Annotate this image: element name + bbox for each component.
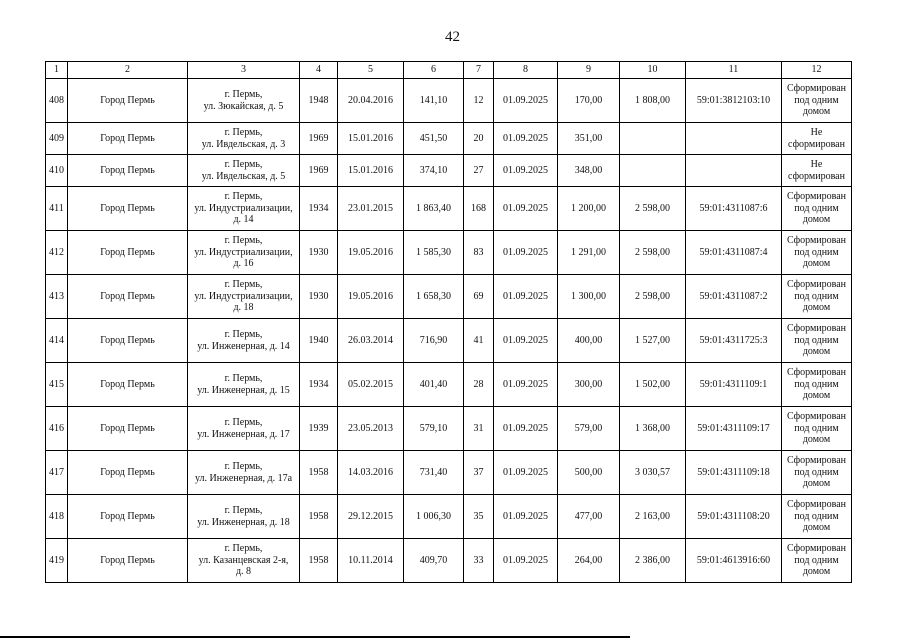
cell-address xyxy=(188,187,300,231)
table-row xyxy=(46,275,852,319)
cell-date: 26.03.2014 xyxy=(338,319,404,363)
cell-line: под одним xyxy=(794,94,839,106)
cell-address xyxy=(188,275,300,319)
cell-year: 1958 xyxy=(300,451,338,495)
column-header: 3 xyxy=(188,62,300,79)
cell-line: под одним xyxy=(794,290,839,302)
cell-year: 1939 xyxy=(300,407,338,451)
column-header: 1 xyxy=(46,62,68,79)
cell-date: 29.12.2015 xyxy=(338,495,404,539)
cell-line: ул. Инженерная, д. 15 xyxy=(197,384,290,396)
table-row xyxy=(46,451,852,495)
cell-line: домом xyxy=(802,434,831,446)
cell-status xyxy=(782,451,852,495)
table-row xyxy=(46,187,852,231)
cell-municipality: Город Пермь xyxy=(68,407,188,451)
cell-deadline: 01.09.2025 xyxy=(494,231,558,275)
cell-line: домом xyxy=(802,106,831,118)
cell-address xyxy=(188,495,300,539)
cell-num: 413 xyxy=(46,275,68,319)
cell-line: под одним xyxy=(794,510,839,522)
column-header: 12 xyxy=(782,62,852,79)
cell-area: 401,40 xyxy=(404,363,464,407)
cell-cadastral: 59:01:4311109:18 xyxy=(686,451,782,495)
cell-year: 1969 xyxy=(300,123,338,155)
cell-date: 15.01.2016 xyxy=(338,123,404,155)
cell-line: домом xyxy=(802,478,831,490)
cell-status xyxy=(782,79,852,123)
cell-municipality: Город Пермь xyxy=(68,539,188,583)
cell-line: ул. Индустриализации, xyxy=(194,202,293,214)
cell-address xyxy=(188,363,300,407)
cell-area: 1 658,30 xyxy=(404,275,464,319)
cell-cadastral: 59:01:4311087:2 xyxy=(686,275,782,319)
cell-line: Сформирован xyxy=(786,83,847,95)
cell-num: 410 xyxy=(46,155,68,187)
cell-line: Сформирован xyxy=(786,279,847,291)
cell-value10: 2 598,00 xyxy=(620,231,686,275)
cell-line: ул. Инженерная, д. 17 xyxy=(197,428,290,440)
cell-line: г. Пермь, xyxy=(224,89,263,100)
cell-area: 1 585,30 xyxy=(404,231,464,275)
cell-line: д. 8 xyxy=(235,566,252,578)
cell-value9: 1 300,00 xyxy=(558,275,620,319)
cell-status xyxy=(782,407,852,451)
cell-line: Сформирован xyxy=(786,323,847,335)
cell-year: 1940 xyxy=(300,319,338,363)
cell-line: г. Пермь, xyxy=(224,235,263,247)
cell-num: 414 xyxy=(46,319,68,363)
cell-year: 1934 xyxy=(300,187,338,231)
table-body xyxy=(46,79,852,583)
cell-num: 419 xyxy=(46,539,68,583)
cell-area: 141,10 xyxy=(404,79,464,123)
cell-line: домом xyxy=(802,522,831,534)
cell-date: 23.05.2013 xyxy=(338,407,404,451)
cell-line: ул. Ивдельская, д. 3 xyxy=(201,138,286,150)
cell-deadline: 01.09.2025 xyxy=(494,363,558,407)
cell-residents: 31 xyxy=(464,407,494,451)
cell-line: под одним xyxy=(794,422,839,434)
cell-cadastral: 59:01:3812103:10 xyxy=(686,79,782,123)
cell-line: Сформирован xyxy=(786,191,847,203)
cell-status xyxy=(782,231,852,275)
cell-line: Не xyxy=(810,127,823,138)
cell-line: сформирован xyxy=(788,170,845,182)
cell-address xyxy=(188,123,300,155)
cell-line: ул. Инженерная, д. 14 xyxy=(197,340,290,352)
cell-line: Сформирован xyxy=(786,367,847,379)
header-row xyxy=(46,62,852,79)
table-row xyxy=(46,539,852,583)
cell-area: 1 006,30 xyxy=(404,495,464,539)
cell-address xyxy=(188,231,300,275)
cell-line: Сформирован xyxy=(786,499,847,511)
cell-year: 1958 xyxy=(300,495,338,539)
table-row xyxy=(46,319,852,363)
cell-num: 417 xyxy=(46,451,68,495)
cell-value10: 2 598,00 xyxy=(620,275,686,319)
cell-line: Сформирован xyxy=(786,455,847,467)
cell-date: 19.05.2016 xyxy=(338,231,404,275)
cell-cadastral: 59:01:4311109:1 xyxy=(686,363,782,407)
cell-value9: 264,00 xyxy=(558,539,620,583)
cell-area: 409,70 xyxy=(404,539,464,583)
cell-line: ул. Инженерная, д. 18 xyxy=(197,516,290,528)
cell-line: д. 18 xyxy=(233,302,254,314)
table-row xyxy=(46,495,852,539)
cell-municipality: Город Пермь xyxy=(68,187,188,231)
cell-municipality: Город Пермь xyxy=(68,231,188,275)
cell-address xyxy=(188,451,300,495)
cell-cadastral: 59:01:4311087:6 xyxy=(686,187,782,231)
cell-date: 15.01.2016 xyxy=(338,155,404,187)
cell-value9: 348,00 xyxy=(558,155,620,187)
cell-residents: 168 xyxy=(464,187,494,231)
cell-cadastral: 59:01:4311108:20 xyxy=(686,495,782,539)
column-header: 2 xyxy=(68,62,188,79)
cell-address xyxy=(188,407,300,451)
cell-line: д. 16 xyxy=(233,258,254,270)
cell-line: ул. Индустриализации, xyxy=(194,246,293,258)
cell-municipality: Город Пермь xyxy=(68,155,188,187)
cell-line: ул. Индустриализации, xyxy=(194,290,293,302)
cell-line: под одним xyxy=(794,202,839,214)
cell-value9: 170,00 xyxy=(558,79,620,123)
cell-year: 1958 xyxy=(300,539,338,583)
cell-residents: 20 xyxy=(464,123,494,155)
cell-date: 10.11.2014 xyxy=(338,539,404,583)
cell-value9: 351,00 xyxy=(558,123,620,155)
cell-line: г. Пермь, xyxy=(224,373,263,384)
cell-deadline: 01.09.2025 xyxy=(494,319,558,363)
column-header: 4 xyxy=(300,62,338,79)
cell-residents: 41 xyxy=(464,319,494,363)
cell-deadline: 01.09.2025 xyxy=(494,407,558,451)
cell-year: 1934 xyxy=(300,363,338,407)
cell-residents: 12 xyxy=(464,79,494,123)
cell-value10: 1 502,00 xyxy=(620,363,686,407)
table-row xyxy=(46,407,852,451)
register-table xyxy=(45,61,852,583)
cell-line: д. 14 xyxy=(233,214,254,226)
cell-value10: 1 808,00 xyxy=(620,79,686,123)
cell-municipality: Город Пермь xyxy=(68,275,188,319)
cell-line: под одним xyxy=(794,334,839,346)
cell-line: г. Пермь, xyxy=(224,461,263,472)
cell-value9: 1 291,00 xyxy=(558,231,620,275)
table-row xyxy=(46,79,852,123)
cell-line: Сформирован xyxy=(786,235,847,247)
cell-value10: 2 598,00 xyxy=(620,187,686,231)
cell-municipality: Город Пермь xyxy=(68,319,188,363)
cell-deadline: 01.09.2025 xyxy=(494,451,558,495)
cell-deadline: 01.09.2025 xyxy=(494,495,558,539)
cell-cadastral: 59:01:4311087:4 xyxy=(686,231,782,275)
cell-num: 409 xyxy=(46,123,68,155)
cell-value9: 300,00 xyxy=(558,363,620,407)
cell-year: 1969 xyxy=(300,155,338,187)
cell-status xyxy=(782,495,852,539)
cell-line: г. Пермь, xyxy=(224,191,263,203)
cell-line: г. Пермь, xyxy=(224,543,263,555)
cell-line: ул. Ивдельская, д. 5 xyxy=(201,170,286,182)
cell-cadastral xyxy=(686,123,782,155)
cell-value9: 1 200,00 xyxy=(558,187,620,231)
cell-num: 412 xyxy=(46,231,68,275)
cell-deadline: 01.09.2025 xyxy=(494,187,558,231)
cell-line: под одним xyxy=(794,246,839,258)
cell-line: ул. Казанцевская 2-я, xyxy=(198,554,289,566)
cell-line: г. Пермь, xyxy=(224,279,263,291)
cell-num: 408 xyxy=(46,79,68,123)
cell-line: г. Пермь, xyxy=(224,127,263,138)
cell-residents: 35 xyxy=(464,495,494,539)
cell-area: 716,90 xyxy=(404,319,464,363)
cell-date: 20.04.2016 xyxy=(338,79,404,123)
table-row xyxy=(46,123,852,155)
cell-residents: 28 xyxy=(464,363,494,407)
cell-line: сформирован xyxy=(788,138,845,150)
table-row xyxy=(46,155,852,187)
cell-address xyxy=(188,155,300,187)
cell-date: 23.01.2015 xyxy=(338,187,404,231)
cell-line: г. Пермь, xyxy=(224,505,263,516)
cell-value9: 500,00 xyxy=(558,451,620,495)
cell-num: 411 xyxy=(46,187,68,231)
bottom-divider xyxy=(0,636,630,638)
cell-line: под одним xyxy=(794,466,839,478)
column-header: 5 xyxy=(338,62,404,79)
cell-address xyxy=(188,539,300,583)
cell-year: 1930 xyxy=(300,231,338,275)
cell-value10 xyxy=(620,123,686,155)
cell-value10: 2 386,00 xyxy=(620,539,686,583)
column-header: 7 xyxy=(464,62,494,79)
cell-cadastral xyxy=(686,155,782,187)
column-header: 9 xyxy=(558,62,620,79)
cell-area: 731,40 xyxy=(404,451,464,495)
cell-line: домом xyxy=(802,258,831,270)
cell-date: 05.02.2015 xyxy=(338,363,404,407)
cell-residents: 69 xyxy=(464,275,494,319)
cell-municipality: Город Пермь xyxy=(68,495,188,539)
cell-date: 14.03.2016 xyxy=(338,451,404,495)
cell-deadline: 01.09.2025 xyxy=(494,155,558,187)
table-row xyxy=(46,231,852,275)
cell-line: домом xyxy=(802,390,831,402)
cell-cadastral: 59:01:4311725:3 xyxy=(686,319,782,363)
cell-status xyxy=(782,539,852,583)
cell-residents: 33 xyxy=(464,539,494,583)
column-header: 11 xyxy=(686,62,782,79)
cell-area: 579,10 xyxy=(404,407,464,451)
cell-date: 19.05.2016 xyxy=(338,275,404,319)
cell-municipality: Город Пермь xyxy=(68,451,188,495)
cell-deadline: 01.09.2025 xyxy=(494,79,558,123)
cell-residents: 83 xyxy=(464,231,494,275)
cell-line: Сформирован xyxy=(786,543,847,555)
cell-line: ул. Зюкайская, д. 5 xyxy=(203,100,284,112)
cell-status xyxy=(782,275,852,319)
cell-value9: 477,00 xyxy=(558,495,620,539)
cell-status xyxy=(782,363,852,407)
cell-value9: 579,00 xyxy=(558,407,620,451)
cell-value10: 1 368,00 xyxy=(620,407,686,451)
cell-value9: 400,00 xyxy=(558,319,620,363)
cell-value10: 1 527,00 xyxy=(620,319,686,363)
cell-area: 451,50 xyxy=(404,123,464,155)
cell-status xyxy=(782,187,852,231)
cell-cadastral: 59:01:4613916:60 xyxy=(686,539,782,583)
cell-num: 418 xyxy=(46,495,68,539)
cell-deadline: 01.09.2025 xyxy=(494,275,558,319)
cell-year: 1930 xyxy=(300,275,338,319)
column-header: 8 xyxy=(494,62,558,79)
cell-deadline: 01.09.2025 xyxy=(494,539,558,583)
page-number: 42 xyxy=(445,29,460,45)
cell-line: домом xyxy=(802,566,831,578)
cell-address xyxy=(188,319,300,363)
cell-area: 1 863,40 xyxy=(404,187,464,231)
cell-line: домом xyxy=(802,346,831,358)
cell-status xyxy=(782,319,852,363)
cell-municipality: Город Пермь xyxy=(68,123,188,155)
cell-line: под одним xyxy=(794,378,839,390)
cell-line: Сформирован xyxy=(786,411,847,423)
cell-municipality: Город Пермь xyxy=(68,363,188,407)
cell-line: г. Пермь, xyxy=(224,329,263,340)
cell-line: г. Пермь, xyxy=(224,159,263,170)
cell-line: домом xyxy=(802,302,831,314)
cell-value10 xyxy=(620,155,686,187)
cell-num: 415 xyxy=(46,363,68,407)
cell-residents: 37 xyxy=(464,451,494,495)
cell-area: 374,10 xyxy=(404,155,464,187)
column-header: 6 xyxy=(404,62,464,79)
cell-line: под одним xyxy=(794,554,839,566)
column-header: 10 xyxy=(620,62,686,79)
cell-line: ул. Инженерная, д. 17а xyxy=(194,472,293,484)
table-row xyxy=(46,363,852,407)
cell-residents: 27 xyxy=(464,155,494,187)
cell-num: 416 xyxy=(46,407,68,451)
cell-line: домом xyxy=(802,214,831,226)
cell-address xyxy=(188,79,300,123)
cell-value10: 2 163,00 xyxy=(620,495,686,539)
cell-line: Не xyxy=(810,159,823,170)
cell-status xyxy=(782,123,852,155)
cell-value10: 3 030,57 xyxy=(620,451,686,495)
cell-deadline: 01.09.2025 xyxy=(494,123,558,155)
cell-municipality: Город Пермь xyxy=(68,79,188,123)
cell-line: г. Пермь, xyxy=(224,417,263,428)
cell-cadastral: 59:01:4311109:17 xyxy=(686,407,782,451)
cell-status xyxy=(782,155,852,187)
cell-year: 1948 xyxy=(300,79,338,123)
